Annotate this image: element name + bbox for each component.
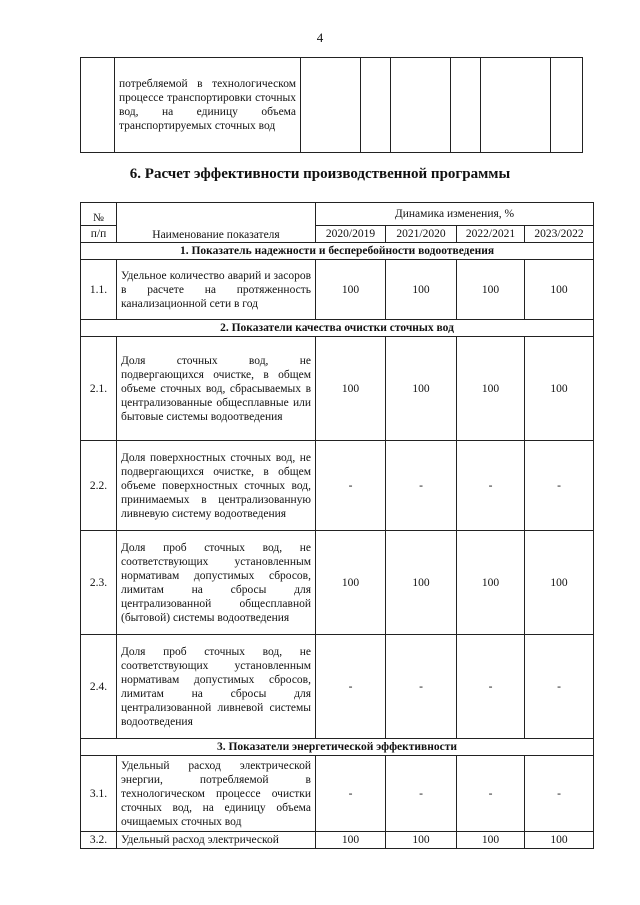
continuation-name-cell: потребляемой в технологическом процессе транспортировки сточных вод, на единицу объема транспортируемых сточных вод: [115, 58, 301, 153]
row-num: 2.1.: [81, 337, 117, 441]
row-value: 100: [386, 531, 457, 635]
header-name: Наименование показателя: [117, 203, 316, 243]
continuation-value-cell: [391, 58, 451, 153]
row-name: Доля проб сточных вод, не соответствующих установленным нормативам допустимых сбросов, лимитам на сбросы для централизованной общесплавной (бытовой) системы водоотведения: [117, 531, 316, 635]
row-name: Удельный расход электрической энергии, потребляемой в технологическом процессе очистки сточных вод, на единицу объема очищаемых сточных вод: [117, 756, 316, 832]
group-title: 1. Показатель надежности и бесперебойности водоотведения: [81, 243, 594, 260]
row-value: 100: [386, 832, 457, 849]
row-name: Доля поверхностных сточных вод, не подвергающихся очистке, в общем объеме поверхностных сточных вод, принимаемых в централизованную ливневую систему водоотведения: [117, 441, 316, 531]
header-row-1: [81, 203, 594, 226]
row-value: -: [457, 756, 525, 832]
continuation-value-cell: [361, 58, 391, 153]
header-dynamics: Динамика изменения, %: [316, 203, 594, 226]
row-value: 100: [457, 832, 525, 849]
row-value: 100: [386, 337, 457, 441]
row-value: -: [316, 635, 386, 739]
header-year: 2023/2022: [525, 226, 594, 243]
row-num: 2.2.: [81, 441, 117, 531]
row-value: 100: [525, 531, 594, 635]
row-value: -: [457, 635, 525, 739]
page-number: 4: [316, 30, 324, 45]
row-value: 100: [316, 337, 386, 441]
row-value: -: [457, 441, 525, 531]
row-num: 1.1.: [81, 260, 117, 320]
section-title: 6. Расчет эффективности производственной программы: [129, 166, 511, 182]
row-value: -: [386, 635, 457, 739]
table-row: [81, 441, 594, 531]
group-header-row: [81, 243, 594, 260]
row-value: 100: [457, 531, 525, 635]
row-value: 100: [525, 260, 594, 320]
group-header-row: [81, 320, 594, 337]
group-title: 2. Показатели качества очистки сточных вод: [81, 320, 594, 337]
row-value: 100: [386, 260, 457, 320]
header-year: 2022/2021: [457, 226, 525, 243]
row-value: -: [316, 756, 386, 832]
table-row: [81, 756, 594, 832]
header-year: 2021/2020: [386, 226, 457, 243]
header-num-top: №: [81, 203, 117, 226]
row-value: 100: [457, 260, 525, 320]
row-num: 3.2.: [81, 832, 117, 849]
table-row: [81, 337, 594, 441]
row-value: 100: [525, 337, 594, 441]
continuation-num-cell: [81, 58, 115, 153]
continuation-value-cell: [451, 58, 481, 153]
row-name: Доля проб сточных вод, не соответствующих установленным нормативам допустимых сбросов, лимитам на сбросы для централизованной ливневой системы водоотведения: [117, 635, 316, 739]
row-value: -: [525, 756, 594, 832]
row-num: 3.1.: [81, 756, 117, 832]
group-title: 3. Показатели энергетической эффективности: [81, 739, 594, 756]
header-year: 2020/2019: [316, 226, 386, 243]
table-row: [81, 832, 594, 849]
row-value: -: [316, 441, 386, 531]
continuation-table: [80, 57, 583, 153]
row-name: Доля сточных вод, не подвергающихся очистке, в общем объеме сточных вод, сбрасываемых в централизованные общесплавные или бытовые системы водоотведения: [117, 337, 316, 441]
table-row: [81, 531, 594, 635]
row-name: Удельный расход электрической: [117, 832, 316, 849]
efficiency-table: [80, 202, 594, 849]
row-name: Удельное количество аварий и засоров в расчете на протяженность канализационной сети в год: [117, 260, 316, 320]
continuation-value-cell: [301, 58, 361, 153]
row-value: -: [386, 441, 457, 531]
header-num-bottom: п/п: [81, 226, 117, 243]
table-row: [81, 635, 594, 739]
row-value: 100: [316, 832, 386, 849]
row-value: 100: [316, 260, 386, 320]
row-num: 2.3.: [81, 531, 117, 635]
row-value: 100: [525, 832, 594, 849]
row-value: -: [525, 635, 594, 739]
continuation-value-cell: [551, 58, 583, 153]
table-row: [81, 260, 594, 320]
group-header-row: [81, 739, 594, 756]
row-num: 2.4.: [81, 635, 117, 739]
row-value: 100: [316, 531, 386, 635]
row-value: 100: [457, 337, 525, 441]
row-value: -: [525, 441, 594, 531]
row-value: -: [386, 756, 457, 832]
continuation-row: [81, 58, 583, 153]
continuation-value-cell: [481, 58, 551, 153]
